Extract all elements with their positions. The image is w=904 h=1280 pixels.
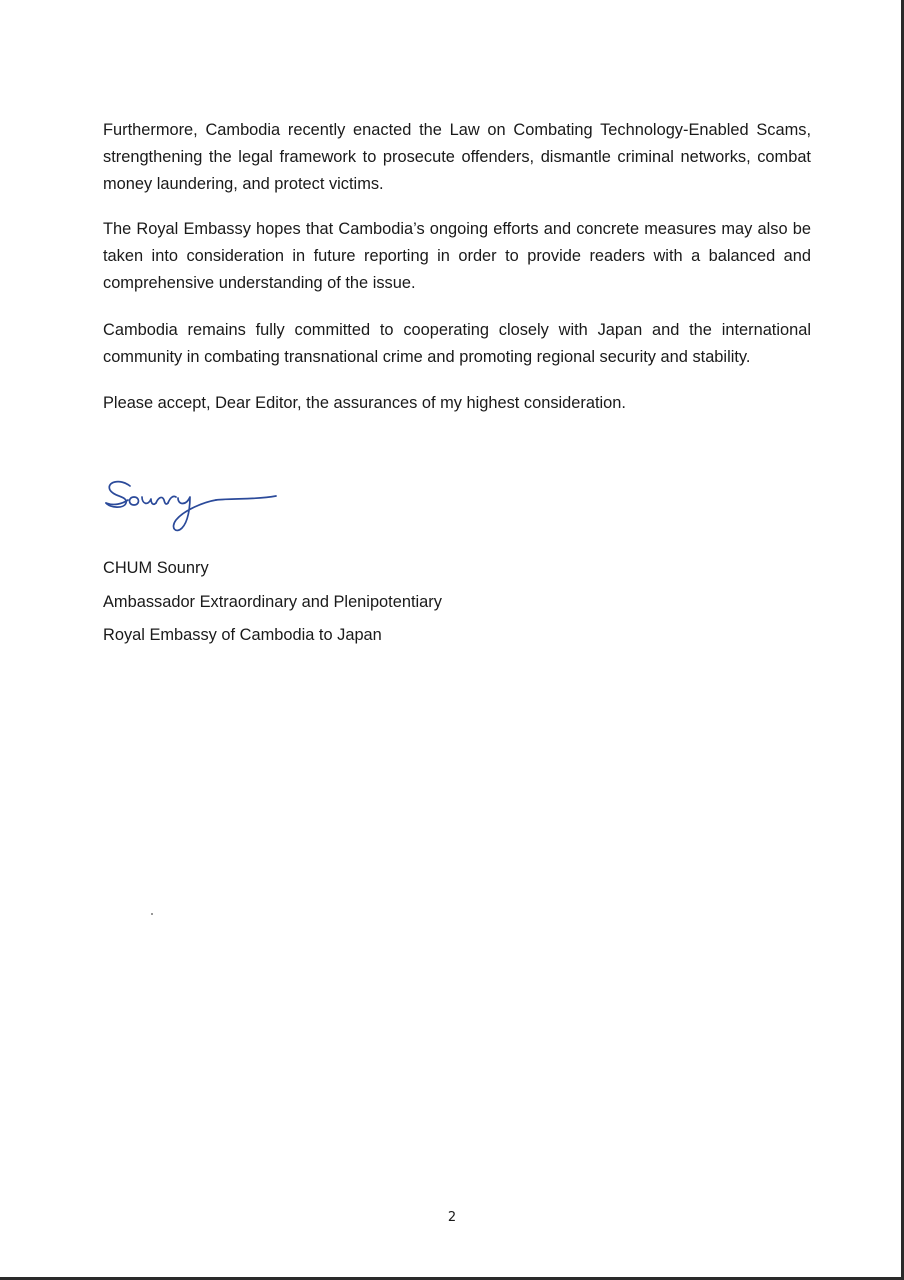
signatory-name: CHUM Sounry (103, 559, 209, 577)
paragraph-commitment: Cambodia remains fully committed to cooperating closely with Japan and the international community in combating transnational crime and promoting regional security and stability. (103, 321, 811, 366)
paragraph-embassy-hopes: The Royal Embassy hopes that Cambodia’s ongoing efforts and concrete measures may also be taken into consideration in future reporting in order to provide readers with a balanced and comprehensive understanding of the issue. (103, 220, 811, 292)
handwritten-signature (104, 470, 289, 540)
page-number: 2 (447, 1210, 457, 1225)
scan-speck (151, 913, 153, 915)
paragraph-law-enactment: Furthermore, Cambodia recently enacted the Law on Combating Technology-Enabled Scams, strengthening the legal framework to prosecute offenders, dismantle criminal networks, combat money laundering, and protect victims. (103, 121, 811, 193)
signatory-title: Ambassador Extraordinary and Plenipotentiary (103, 593, 442, 611)
paragraph-closing: Please accept, Dear Editor, the assurances of my highest consideration. (103, 394, 626, 412)
signatory-organization: Royal Embassy of Cambodia to Japan (103, 626, 382, 644)
